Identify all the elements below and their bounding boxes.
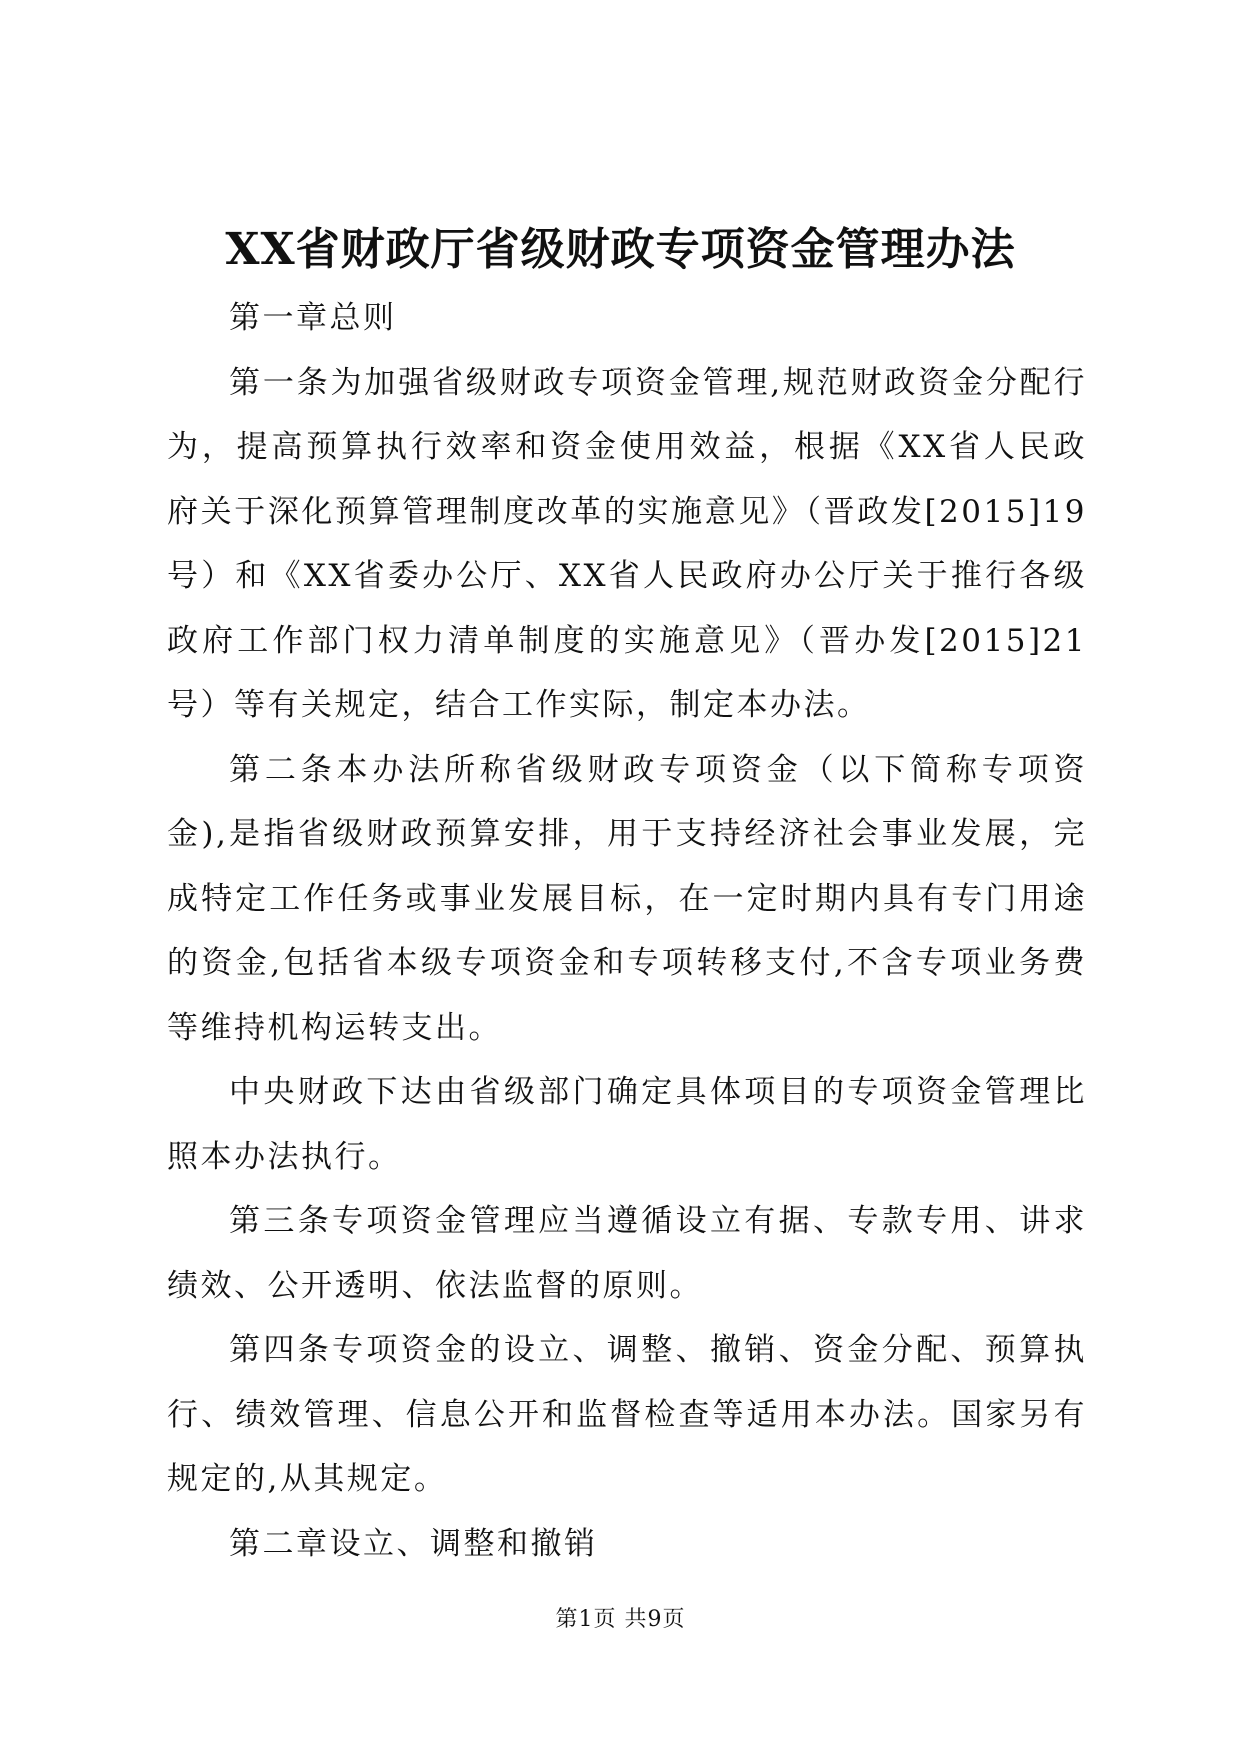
article-paragraph: 第四条专项资金的设立、调整、撤销、资金分配、预算执行、绩效管理、信息公开和监督检查等适用本办法。国家另有规定的,从其规定。 [167,1332,1087,1497]
page-number: 第1页 共9页 [555,1607,686,1632]
document-title: XX省财政厅省级财政专项资金管理办法 [225,224,1016,275]
article-paragraph: 第二条本办法所称省级财政专项资金（以下简称专项资金),是指省级财政预算安排，用于支持经济社会事业发展，完成特定工作任务或事业发展目标，在一定时期内具有专门用途的资金,包括省本级专项资金和专项转移支付,不含专项业务费等维持机构运转支出。 [167,751,1087,1046]
article-paragraph: 第一条为加强省级财政专项资金管理,规范财政资金分配行为，提高预算执行效率和资金使用效益，根据《XX省人民政府关于深化预算管理制度改革的实施意见》（晋政发[2015]19号）和《XX省委办公厅、XX省人民政府办公厅关于推行各级政府工作部门权力清单制度的实施意见》（晋办发[2015]21号）等有关规定，结合工作实际，制定本办法。 [167,364,1087,723]
document-body [167,286,1087,1576]
article-paragraph: 第三条专项资金管理应当遵循设立有据、专款专用、讲求绩效、公开透明、依法监督的原则。 [167,1203,1087,1304]
chapter-heading: 第二章设立、调整和撤销 [229,1525,598,1562]
article-paragraph: 中央财政下达由省级部门确定具体项目的专项资金管理比照本办法执行。 [167,1074,1087,1175]
chapter-heading: 第一章总则 [229,300,397,336]
